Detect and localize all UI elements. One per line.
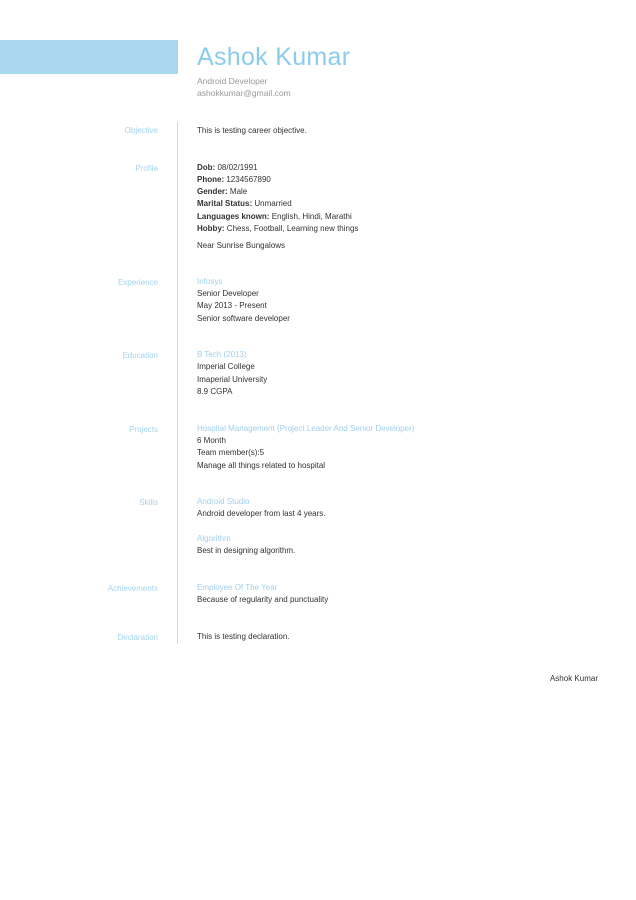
achievement-description: Because of regularity and punctuality: [197, 595, 329, 604]
profile-marital: [197, 199, 292, 208]
gender-label: Gender:: [197, 187, 228, 196]
profile-address: Near Sunrise Bungalows: [197, 241, 286, 250]
marital-value: Unmarried: [254, 199, 292, 208]
skills-label: Skills: [139, 498, 158, 507]
education-label: Education: [122, 351, 158, 360]
experience-label: Experience: [117, 278, 158, 287]
project-description: Manage all things related to hospital: [197, 461, 326, 470]
hobby-label: Hobby:: [197, 224, 225, 233]
candidate-email: ashokkumar@gmail.com: [197, 88, 291, 98]
project-title: Hospital Management (Project Leader And Senior Developer): [197, 424, 415, 433]
section-divider: [177, 122, 178, 644]
education-college: Imperial College: [197, 362, 255, 371]
profile-dob: [197, 163, 258, 172]
projects-label: Projects: [129, 425, 158, 434]
project-team: Team member(s):5: [197, 448, 265, 457]
dob-label: Dob:: [197, 163, 216, 172]
marital-label: Marital Status:: [197, 199, 253, 208]
experience-period: May 2013 - Present: [197, 301, 267, 310]
profile-phone: [197, 175, 271, 184]
profile-gender: [197, 187, 247, 196]
declaration-label: Declaration: [117, 633, 158, 642]
skill-name: Algorithm: [197, 534, 231, 543]
project-duration: 6 Month: [197, 436, 226, 445]
phone-label: Phone:: [197, 175, 225, 184]
experience-role: Senior Developer: [197, 289, 259, 298]
declaration-text: This is testing declaration.: [197, 632, 290, 641]
education-degree: B Tech (2013): [197, 350, 247, 359]
hobby-value: Chess, Football, Learning new things: [226, 224, 359, 233]
languages-label: Languages known:: [197, 212, 270, 221]
skill-description: Android developer from last 4 years.: [197, 509, 326, 518]
skill-name: Android Studio: [197, 497, 250, 506]
candidate-title: Android Developer: [197, 76, 268, 86]
header-accent-band: [0, 40, 178, 74]
signature-name: Ashok Kumar: [549, 674, 598, 683]
phone-value: 1234567890: [226, 175, 271, 184]
profile-languages: [197, 212, 352, 221]
profile-label: Profile: [135, 164, 158, 173]
education-university: Imaperial University: [197, 375, 268, 384]
education-score: 8.9 CGPA: [197, 387, 233, 396]
achievements-label: Achievements: [107, 584, 158, 593]
experience-description: Senior software developer: [197, 314, 290, 323]
candidate-name: Ashok Kumar: [197, 43, 351, 71]
dob-value: 08/02/1991: [217, 163, 258, 172]
languages-value: English, Hindi, Marathi: [271, 212, 352, 221]
skill-description: Best in designing algorithm.: [197, 546, 296, 555]
profile-hobby: [197, 224, 358, 233]
gender-value: Male: [229, 187, 248, 196]
achievement-title: Employee Of The Year: [197, 583, 278, 592]
objective-text: This is testing career objective.: [197, 126, 307, 135]
experience-company: Infosys: [197, 277, 223, 286]
objective-label: Objective: [124, 126, 158, 135]
